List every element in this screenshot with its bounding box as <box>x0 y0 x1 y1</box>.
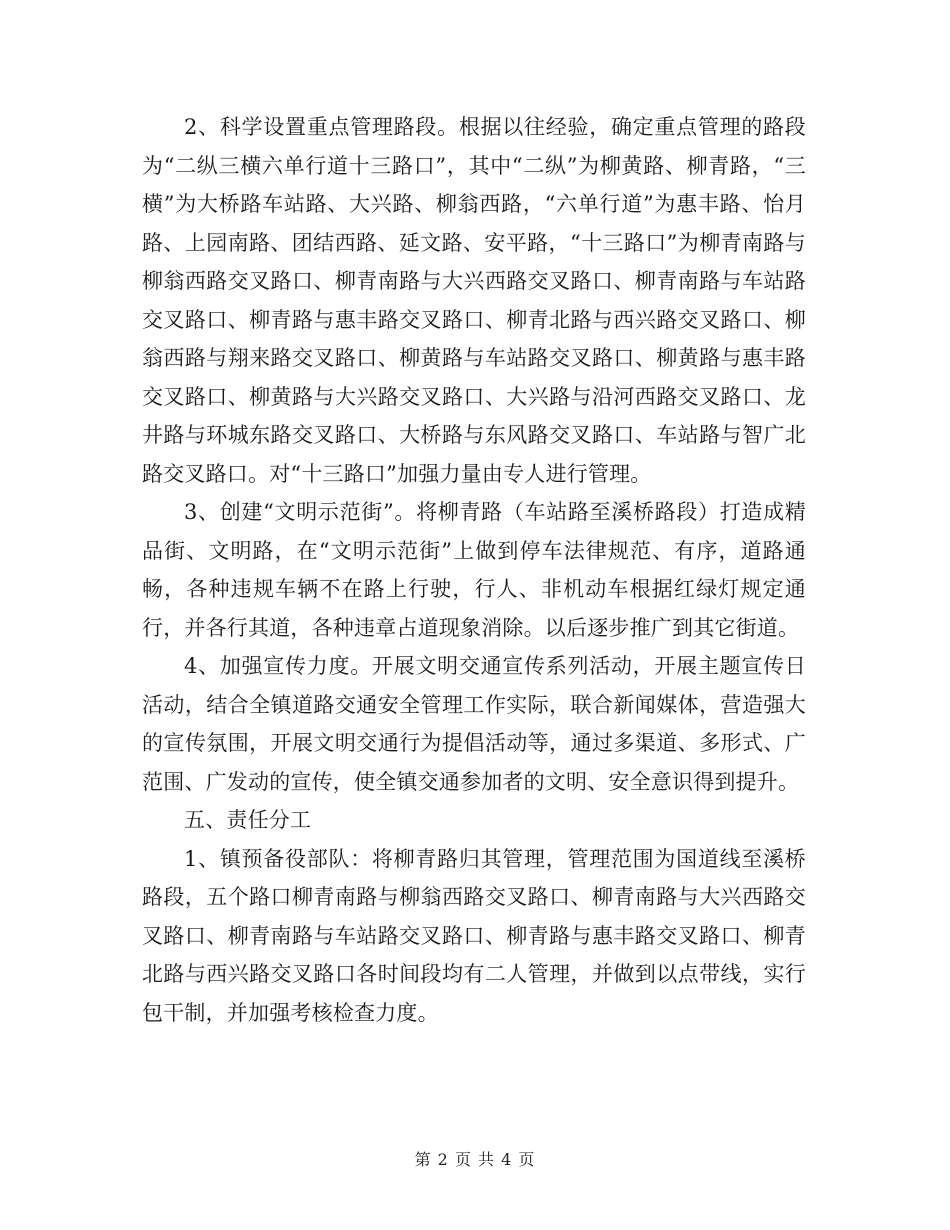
paragraph-reserve-forces: 1、镇预备役部队：将柳青路归其管理，管理范围为国道线至溪桥路段，五个路口柳青南路与柳翁西路交叉路口、柳青南路与大兴西路交叉路口、柳青南路与车站路交叉路口、柳青路与惠丰路交叉路口、柳青北路与西兴路交叉路口各时间段均有二人管理，并做到以点带线，实行包干制，并加强考核检查力度。 <box>142 846 806 1025</box>
document-body <box>142 108 806 1032</box>
paragraph-key-road-sections: 2、科学设置重点管理路段。根据以往经验，确定重点管理的路段为“二纵三横六单行道十三路口”，其中“二纵”为柳黄路、柳青路，“三横”为大桥路车站路、大兴路、柳翁西路，“六单行道”为惠丰路、怡月路、上园南路、团结西路、延文路、安平路，“十三路口”为柳青南路与柳翁西路交叉路口、柳青南路与大兴西路交叉路口、柳青南路与车站路交叉路口、柳青路与惠丰路交叉路口、柳青北路与西兴路交叉路口、柳翁西路与翔来路交叉路口、柳黄路与车站路交叉路口、柳黄路与惠丰路交叉路口、柳黄路与大兴路交叉路口、大兴路与沿河西路交叉路口、龙井路与环城东路交叉路口、大桥路与东风路交叉路口、车站路与智广北路交叉路口。对“十三路口”加强力量由专人进行管理。 <box>142 115 806 486</box>
paragraph-publicity: 4、加强宣传力度。开展文明交通宣传系列活动，开展主题宣传日活动，结合全镇道路交通安全管理工作实际，联合新闻媒体，营造强大的宣传氛围，开展文明交通行为提倡活动等，通过多渠道、多形式、广范围、广发动的宣传，使全镇交通参加者的文明、安全意识得到提升。 <box>142 654 806 794</box>
page-number-footer: 第 2 页 共 4 页 <box>414 1150 536 1169</box>
section-heading-responsibilities: 五、责任分工 <box>184 808 312 832</box>
paragraph-civilized-street: 3、创建“文明示范街”。将柳青路（车站路至溪桥路段）打造成精品街、文明路，在“文明示范街”上做到停车法律规范、有序，道路通畅，各种违规车辆不在路上行驶，行人、非机动车根据红绿灯规定通行，并各行其道，各种违章占道现象消除。以后逐步推广到其它街道。 <box>142 500 806 640</box>
